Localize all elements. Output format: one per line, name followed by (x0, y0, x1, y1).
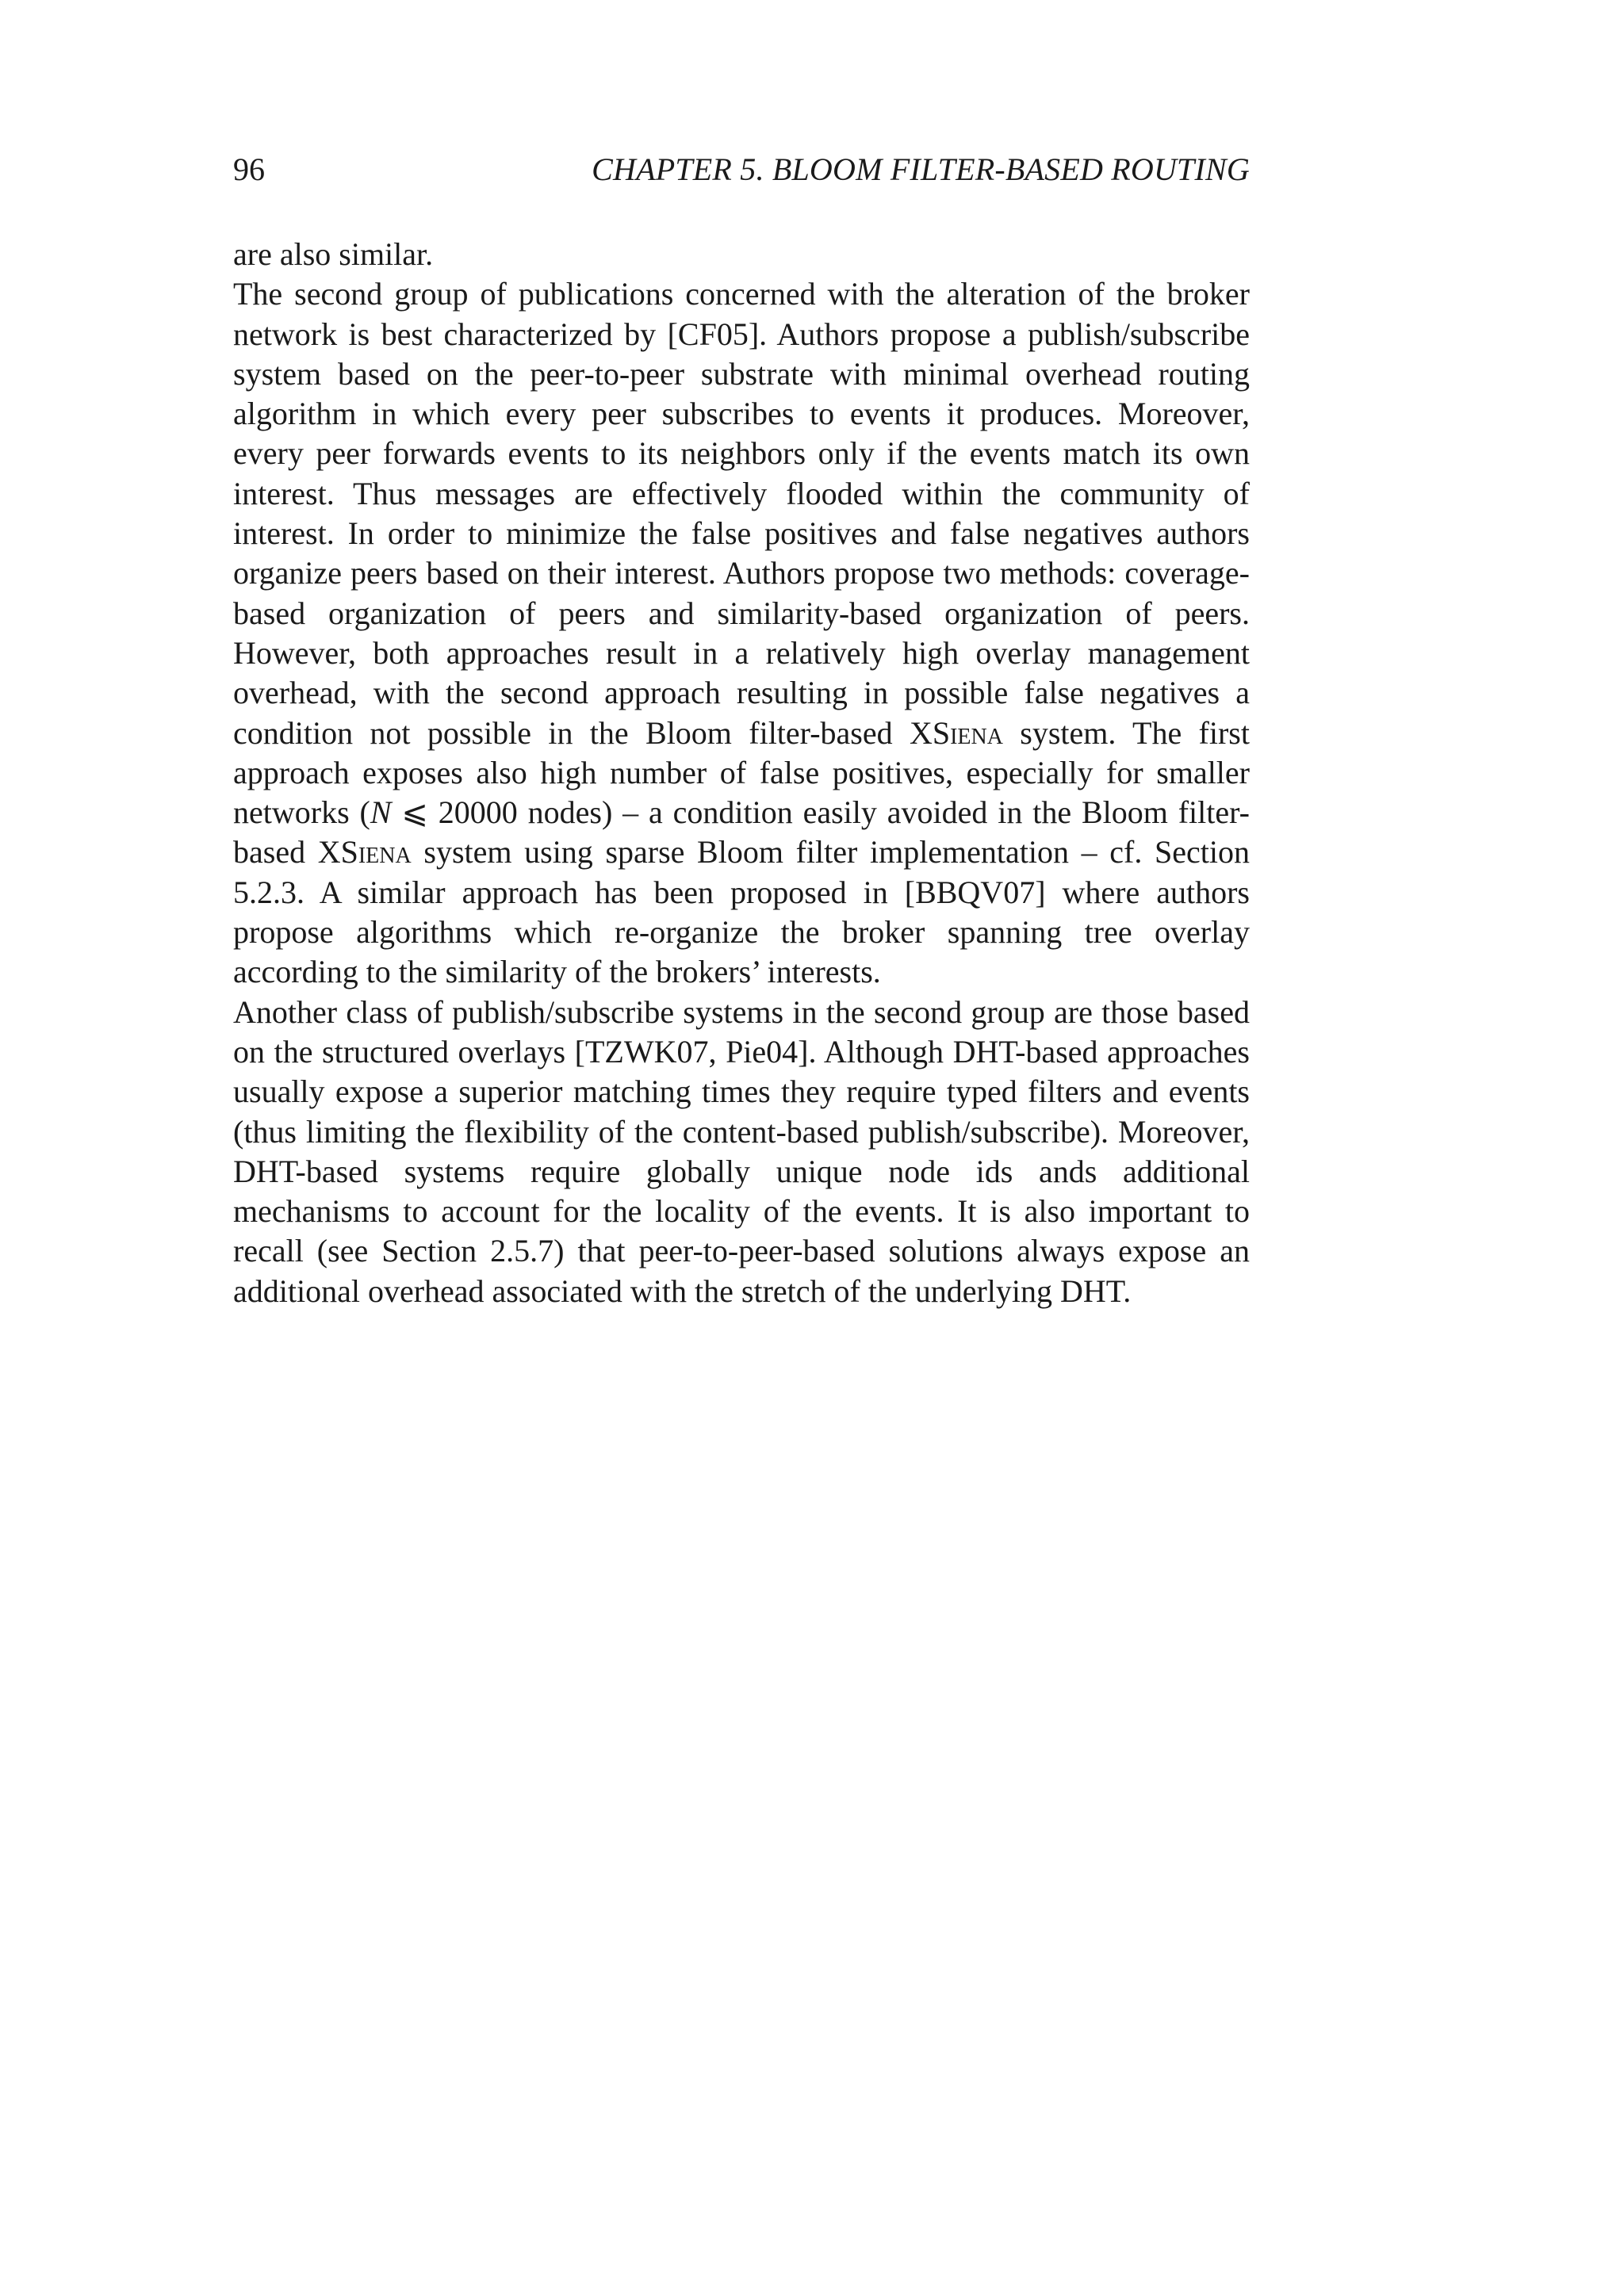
paragraph-text-segment: system using sparse Bloom filter implementation – cf. Section 5.2.3. A similar approach has been proposed in [BBQV07] where authors propose algorithms which re-organize the broker spanning tree overlay according to the similarity of the brokers’ interests. (233, 834, 1250, 990)
paragraph-text-segment: The second group of publications concerned with the alteration of the broker network is best characterized by [CF05]. Authors propose a publish/subscribe system based on the peer-to-peer substrate with minimal overhead routing algorithm in which every peer subscribes to events it produces. Moreover, every peer forwards events to its neighbors only if the events match its own interest. Thus messages are effectively flooded within the community of interest. In order to minimize the false positives and false negatives authors organize peers based on their interest. Authors propose two methods: coverage-based organization of peers and similarity-based organization of peers. However, both approaches result in a relatively high overlay management overhead, with the second approach resulting in possible false negatives a condition not possible in the Bloom filter-based (233, 276, 1250, 751)
running-header (233, 146, 1250, 193)
math-variable: N (370, 794, 392, 831)
math-relation: ⩽ 20000 nodes) (391, 794, 613, 831)
system-name: XSiena (909, 714, 1003, 751)
paragraph-continuation: are also similar. (233, 236, 434, 272)
body-text (233, 235, 1250, 1311)
system-name: XSiena (317, 834, 412, 871)
paragraph-structured-overlays: Another class of publish/subscribe systems in the second group are those based on the structured overlays [TZWK07, Pie04]. Although DHT-based approaches usually expose a superior matching times they require typed filters and events (thus limiting the flexibility of the content-based publish/subscribe). Moreover, DHT-based systems require globally unique node ids ands additional mechanisms to account for the locality of the events. It is also important to recall (see Section 2.5.7) that peer-to-peer-based solutions always expose an additional overhead associated with the stretch of the underlying DHT. (233, 993, 1250, 1309)
paragraph-broker-network (233, 274, 1250, 992)
paragraph-text-segment: – a condition easily avoided in the Bloom filter-based (233, 794, 1250, 871)
page-number: 96 (233, 151, 265, 187)
chapter-title: CHAPTER 5. BLOOM FILTER-BASED ROUTING (592, 151, 1250, 187)
paragraph-text-segment: system. The first approach exposes also high number of false positives, especially for smaller networks ( (233, 714, 1250, 831)
